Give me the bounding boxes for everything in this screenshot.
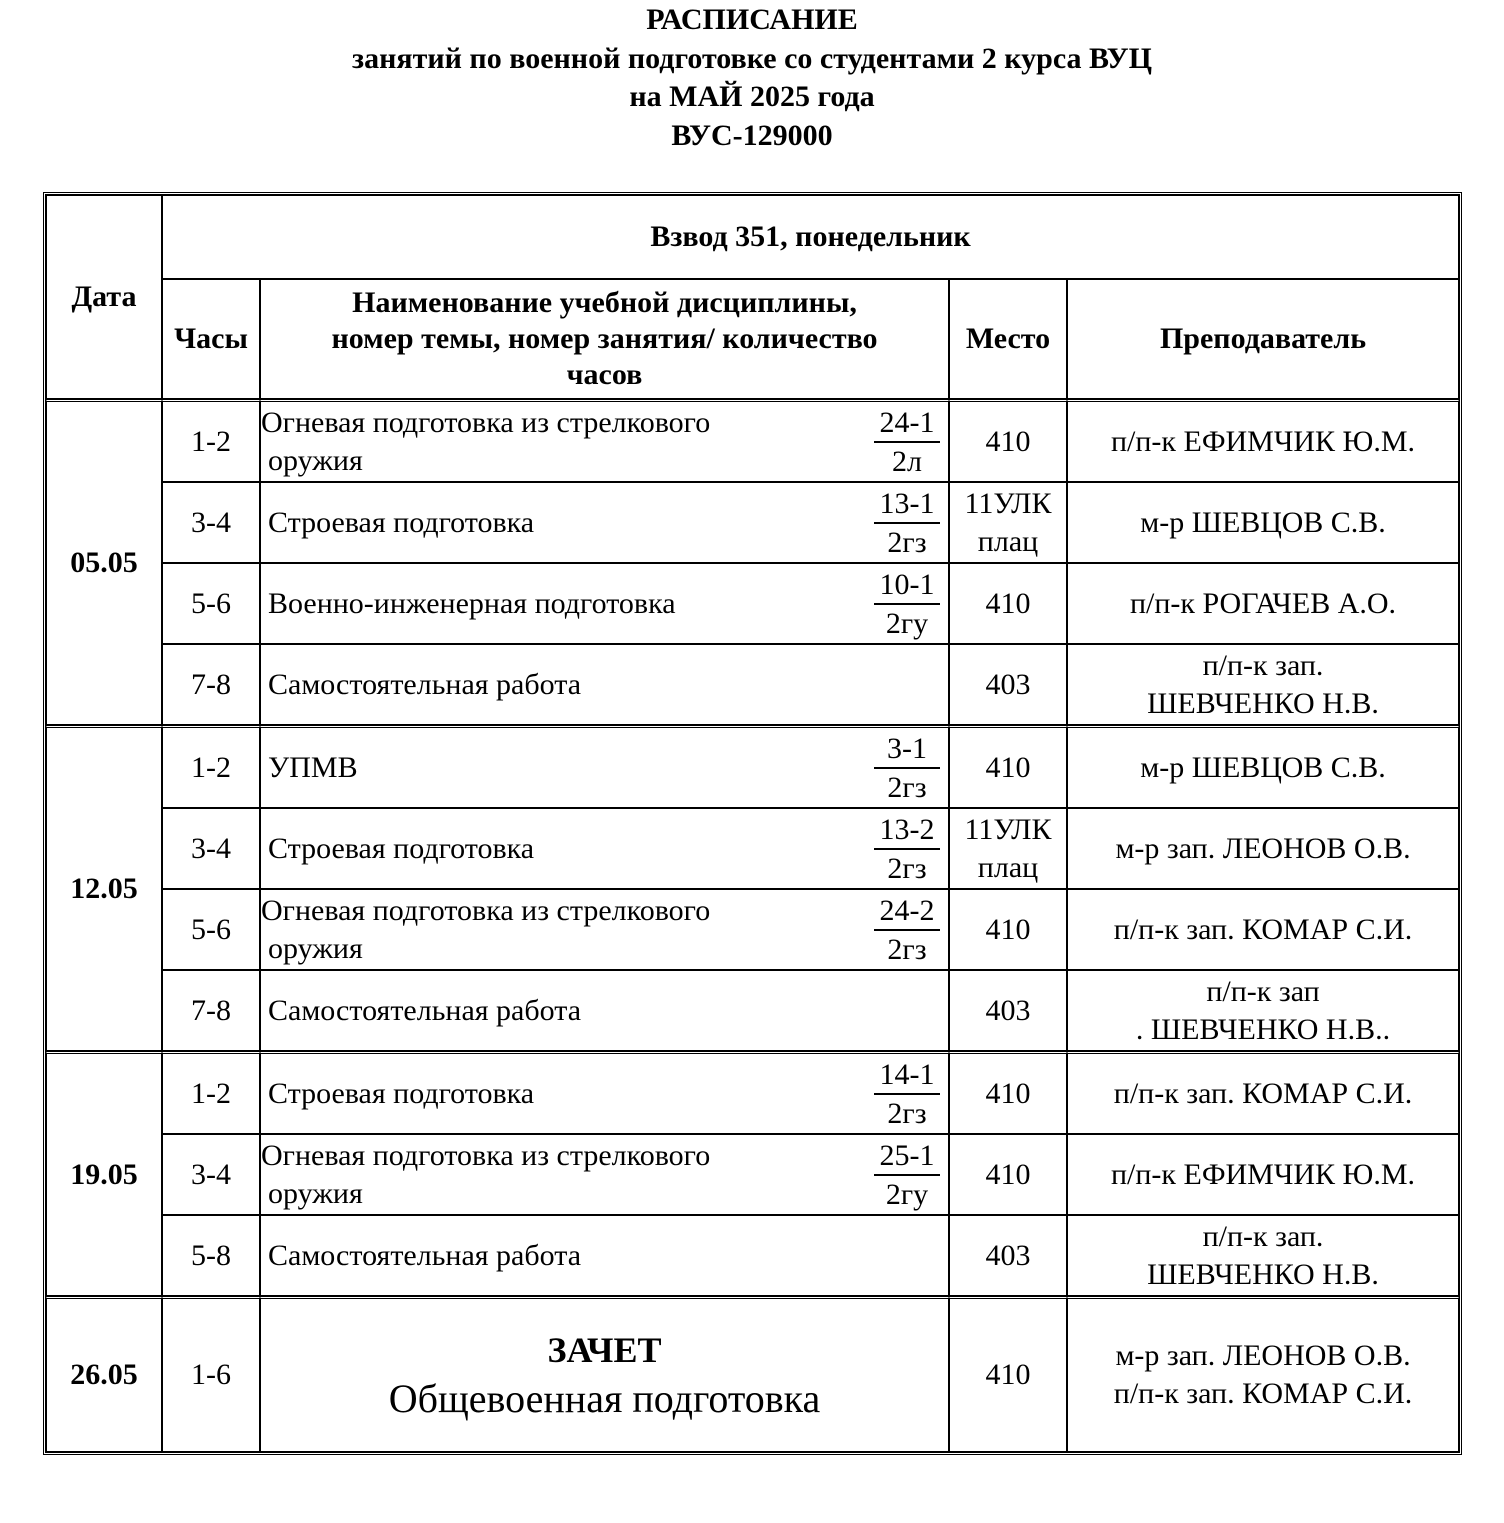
subject-name <box>268 585 868 623</box>
place-line-1: 403 <box>985 667 1031 701</box>
topic-code <box>874 811 940 887</box>
place-line-1: 410 <box>985 912 1031 946</box>
place-cell <box>949 1134 1067 1215</box>
subject-name-line-1: Строевая подготовка <box>268 505 535 539</box>
date-cell: 05.05 <box>46 399 162 725</box>
table-row <box>46 563 1459 644</box>
teacher-line-1: п/п-к зап. <box>1202 1219 1324 1253</box>
place-line-1: 410 <box>985 1157 1031 1191</box>
header-hours: Часы <box>162 279 260 399</box>
hours-cell: 3-4 <box>162 482 260 563</box>
table-row <box>46 725 1459 808</box>
place-cell <box>949 725 1067 808</box>
teacher-cell <box>1067 563 1459 644</box>
subject-name-line-2: оружия <box>268 443 363 477</box>
subject-cell <box>260 889 949 970</box>
header-teacher: Преподаватель <box>1067 279 1459 399</box>
header-subject-line-3: часов <box>566 358 643 391</box>
subject-name-line-1: Самостоятельная работа <box>268 1238 582 1272</box>
subject-cell <box>260 1215 949 1296</box>
subject-name <box>261 892 861 968</box>
topic-number: 3-1 <box>874 730 940 769</box>
teacher-line-1: м-р зап. ЛЕОНОВ О.В. <box>1115 831 1411 865</box>
topic-code <box>874 730 940 806</box>
teacher-cell <box>1067 725 1459 808</box>
schedule-table <box>43 192 1462 1455</box>
teacher-line-2: ШЕВЧЕНКО Н.В. <box>1147 1257 1379 1291</box>
place-cell <box>949 970 1067 1051</box>
place-line-2: плац <box>977 524 1039 558</box>
teacher-cell <box>1067 399 1459 482</box>
place-cell <box>949 1051 1067 1134</box>
title-line-3: на МАЙ 2025 года <box>629 80 875 113</box>
place-cell <box>949 399 1067 482</box>
subject-cell <box>260 563 949 644</box>
topic-hours: 2л <box>892 445 922 478</box>
teacher-cell <box>1067 1296 1459 1452</box>
subject-name <box>261 1137 861 1213</box>
subject-name-line-1: Самостоятельная работа <box>268 993 582 1027</box>
teacher-line-1: п/п-к РОГАЧЕВ А.О. <box>1129 586 1397 620</box>
date-cell: 12.05 <box>46 725 162 1051</box>
subject-name <box>268 504 868 542</box>
topic-code <box>874 566 940 642</box>
table-row <box>46 1051 1459 1134</box>
table-row <box>46 889 1459 970</box>
teacher-line-1: п/п-к зап. <box>1202 648 1324 682</box>
subject-name-line-1: УПМВ <box>268 750 358 784</box>
document-title <box>0 0 1504 155</box>
place-line-1: 410 <box>985 424 1031 458</box>
hours-cell: 1-2 <box>162 1051 260 1134</box>
exam-subject-cell <box>260 1296 949 1452</box>
hours-cell: 3-4 <box>162 808 260 889</box>
hours-cell: 5-6 <box>162 563 260 644</box>
teacher-cell <box>1067 1215 1459 1296</box>
subject-name-line-1: Огневая подготовка из стрелкового <box>261 893 711 927</box>
title-line-1: РАСПИСАНИЕ <box>646 3 858 36</box>
teacher-cell <box>1067 482 1459 563</box>
topic-code <box>874 404 940 480</box>
place-line-2: плац <box>977 850 1039 884</box>
subject-name-line-1: Военно-инженерная подготовка <box>268 586 676 620</box>
topic-code <box>874 892 940 968</box>
teacher-cell <box>1067 644 1459 725</box>
hours-cell: 5-6 <box>162 889 260 970</box>
teacher-line-1: м-р ШЕВЦОВ С.В. <box>1140 505 1386 539</box>
subject-cell <box>260 1051 949 1134</box>
place-line-1: 11УЛК <box>964 486 1052 520</box>
subject-name-line-2: оружия <box>268 931 363 965</box>
subject-name-line-1: Строевая подготовка <box>268 1076 535 1110</box>
topic-number: 13-2 <box>874 811 940 850</box>
hours-cell: 1-6 <box>162 1296 260 1452</box>
place-line-1: 410 <box>985 586 1031 620</box>
teacher-line-1: п/п-к ЕФИМЧИК Ю.М. <box>1110 424 1416 458</box>
teacher-line-2: ШЕВЧЕНКО Н.В. <box>1147 686 1379 720</box>
exam-subject: Общевоенная подготовка <box>388 1376 821 1421</box>
teacher-cell <box>1067 970 1459 1051</box>
hours-cell: 7-8 <box>162 970 260 1051</box>
place-cell <box>949 1215 1067 1296</box>
teacher-line-1: п/п-к зап. КОМАР С.И. <box>1113 1076 1413 1110</box>
hours-cell: 5-8 <box>162 1215 260 1296</box>
exam-row <box>46 1296 1459 1452</box>
table-row <box>46 808 1459 889</box>
subject-name-line-1: Огневая подготовка из стрелкового <box>261 1138 711 1172</box>
topic-hours: 2гз <box>887 526 927 559</box>
table-row <box>46 970 1459 1051</box>
topic-code <box>874 1056 940 1132</box>
date-cell: 26.05 <box>46 1296 162 1452</box>
header-place: Место <box>949 279 1067 399</box>
topic-number: 14-1 <box>874 1056 940 1095</box>
subject-cell <box>260 970 949 1051</box>
topic-hours: 2гз <box>887 933 927 966</box>
teacher-line-2: п/п-к зап. КОМАР С.И. <box>1113 1377 1413 1410</box>
subject-name <box>268 666 868 704</box>
teacher-line-1: п/п-к ЕФИМЧИК Ю.М. <box>1110 1157 1416 1191</box>
place-line-1: 410 <box>985 750 1031 784</box>
subject-cell <box>260 644 949 725</box>
topic-number: 24-2 <box>874 892 940 931</box>
table-row <box>46 644 1459 725</box>
topic-number: 13-1 <box>874 485 940 524</box>
topic-hours: 2гз <box>887 1097 927 1130</box>
subject-cell <box>260 399 949 482</box>
topic-number: 24-1 <box>874 404 940 443</box>
table-row <box>46 399 1459 482</box>
header-platoon: Взвод 351, понедельник <box>162 195 1459 279</box>
title-line-2: занятий по военной подготовке со студентами 2 курса ВУЦ <box>352 41 1152 75</box>
place-cell <box>949 482 1067 563</box>
subject-cell <box>260 482 949 563</box>
subject-cell <box>260 1134 949 1215</box>
topic-hours: 2гз <box>887 771 927 804</box>
subject-name-line-2: оружия <box>268 1176 363 1210</box>
topic-number: 10-1 <box>874 566 940 605</box>
topic-code <box>874 1137 940 1213</box>
teacher-cell <box>1067 889 1459 970</box>
subject-name <box>268 992 868 1030</box>
teacher-line-1: п/п-к зап. КОМАР С.И. <box>1113 912 1413 946</box>
teacher-cell <box>1067 1134 1459 1215</box>
hours-cell: 3-4 <box>162 1134 260 1215</box>
teacher-line-2: . ШЕВЧЕНКО Н.В.. <box>1135 1012 1391 1046</box>
date-cell: 19.05 <box>46 1051 162 1296</box>
title-line-4: ВУС-129000 <box>671 118 833 152</box>
teacher-cell <box>1067 808 1459 889</box>
subject-cell <box>260 808 949 889</box>
hours-cell: 1-2 <box>162 725 260 808</box>
topic-hours: 2гу <box>885 1178 929 1211</box>
subject-name-line-1: Самостоятельная работа <box>268 667 582 701</box>
hours-cell: 1-2 <box>162 399 260 482</box>
header-subject-line-2: номер темы, номер занятия/ количество <box>331 322 878 355</box>
table-row <box>46 1134 1459 1215</box>
subject-name <box>268 1075 868 1113</box>
subject-name-line-1: Огневая подготовка из стрелкового <box>261 405 711 439</box>
topic-code <box>874 485 940 561</box>
subject-name-line-1: Строевая подготовка <box>268 831 535 865</box>
place-line-1: 11УЛК <box>964 812 1052 846</box>
topic-hours: 2гу <box>885 607 929 640</box>
teacher-line-1: м-р зап. ЛЕОНОВ О.В. <box>1115 1339 1411 1372</box>
subject-name <box>268 830 868 868</box>
hours-cell: 7-8 <box>162 644 260 725</box>
teacher-line-1: м-р ШЕВЦОВ С.В. <box>1140 750 1386 784</box>
teacher-line-1: п/п-к зап <box>1206 974 1320 1008</box>
teacher-cell <box>1067 1051 1459 1134</box>
header-subject <box>260 279 949 399</box>
table-row <box>46 1215 1459 1296</box>
table-row <box>46 482 1459 563</box>
place-line-1: 403 <box>985 993 1031 1027</box>
place-line-1: 410 <box>985 1076 1031 1110</box>
subject-name <box>268 1237 868 1275</box>
topic-hours: 2гз <box>887 852 927 885</box>
header-subject-line-1: Наименование учебной дисциплины, <box>352 286 857 319</box>
subject-name <box>268 749 868 787</box>
topic-number: 25-1 <box>874 1137 940 1176</box>
header-date: Дата <box>46 195 162 399</box>
place-cell <box>949 644 1067 725</box>
place-cell <box>949 808 1067 889</box>
subject-name <box>261 404 861 480</box>
place-line-1: 403 <box>985 1238 1031 1272</box>
place-cell: 410 <box>949 1296 1067 1452</box>
place-cell <box>949 563 1067 644</box>
subject-cell <box>260 725 949 808</box>
exam-title: ЗАЧЕТ <box>547 1330 662 1370</box>
place-cell <box>949 889 1067 970</box>
